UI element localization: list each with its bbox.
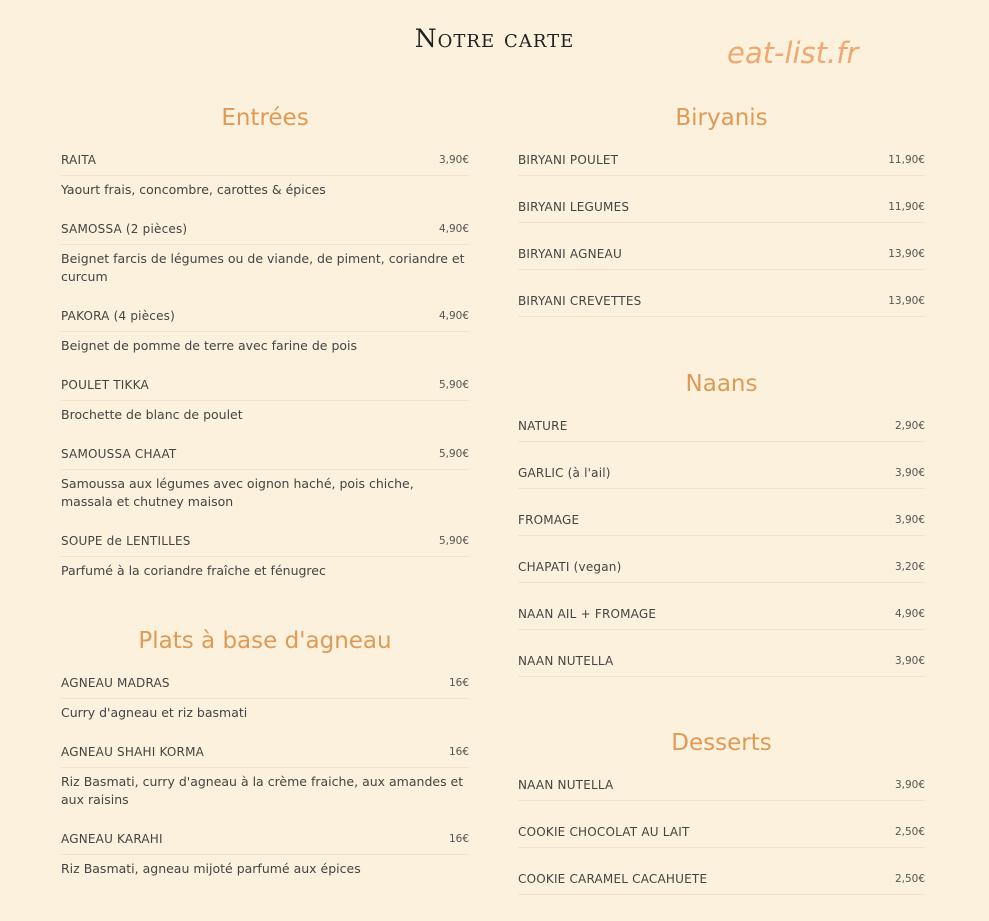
menu-item <box>518 239 925 270</box>
menu-item-price: 4,90€ <box>894 608 925 620</box>
menu-item-description: Riz Basmati, curry d'agneau à la crème fraiche, aux amandes et aux raisins <box>61 774 464 807</box>
menu-item-price: 11,90€ <box>888 154 925 166</box>
menu-item-description: Parfumé à la coriandre fraîche et fénugrec <box>61 563 326 578</box>
menu-item-description: Samoussa aux légumes avec oignon haché, pois chiche, massala et chutney maison <box>61 476 414 509</box>
menu-item-name: GARLIC (à l'ail) <box>518 466 611 480</box>
menu-item-name: AGNEAU SHAHI KORMA <box>61 745 205 759</box>
menu-item <box>518 458 925 489</box>
menu-item <box>518 145 925 176</box>
section-title-desserts: Desserts <box>671 730 772 756</box>
menu-item <box>518 864 925 895</box>
menu-item-description: Riz Basmati, agneau mijoté parfumé aux épices <box>61 861 361 876</box>
menu-item <box>518 817 925 848</box>
menu-item-price: 4,90€ <box>438 223 469 235</box>
menu-item-name: BIRYANI AGNEAU <box>518 247 622 261</box>
menu-item-price: 2,90€ <box>894 420 925 432</box>
menu-item <box>61 737 469 768</box>
menu-item-name: NATURE <box>518 419 568 433</box>
menu-item <box>518 552 925 583</box>
menu-item <box>518 599 925 630</box>
menu-item-price: 4,90€ <box>438 310 469 322</box>
menu-item <box>61 301 469 332</box>
menu-item-name: PAKORA (4 pièces) <box>61 309 175 323</box>
menu-item <box>61 439 469 470</box>
menu-item <box>61 370 469 401</box>
menu-item <box>61 214 469 245</box>
menu-item <box>61 145 469 176</box>
menu-item-name: RAITA <box>61 153 97 167</box>
section-title-agneau: Plats à base d'agneau <box>138 628 392 654</box>
menu-item-price: 3,90€ <box>894 779 925 791</box>
page-title: Notre carte <box>414 24 575 53</box>
menu-item-name: CHAPATI (vegan) <box>518 560 622 574</box>
menu-item-name: SOUPE de LENTILLES <box>61 534 191 548</box>
section-agneau <box>61 626 469 893</box>
menu-item <box>518 411 925 442</box>
menu-item-price: 13,90€ <box>888 295 925 307</box>
menu-item-price: 13,90€ <box>888 248 925 260</box>
watermark-logo: eat-list.fr <box>727 36 859 70</box>
menu-item-price: 2,50€ <box>894 826 925 838</box>
section-title-entrees: Entrées <box>221 105 309 131</box>
menu-item-description: Curry d'agneau et riz basmati <box>61 705 248 720</box>
menu-item-name: FROMAGE <box>518 513 580 527</box>
menu-item-name: NAAN AIL + FROMAGE <box>518 607 657 621</box>
menu-item-name: BIRYANI LEGUMES <box>518 200 630 214</box>
menu-item <box>518 505 925 536</box>
section-title-naans: Naans <box>685 371 758 397</box>
menu-item-price: 3,90€ <box>894 655 925 667</box>
menu-item <box>61 824 469 855</box>
menu-item-price: 2,50€ <box>894 873 925 885</box>
menu-item <box>61 526 469 557</box>
menu-item-name: POULET TIKKA <box>61 378 149 392</box>
menu-item-name: COOKIE CARAMEL CACAHUETE <box>518 872 708 886</box>
menu-item <box>518 286 925 317</box>
menu-item-name: SAMOSSA (2 pièces) <box>61 222 188 236</box>
menu-item <box>518 192 925 223</box>
menu-item-name: AGNEAU KARAHI <box>61 832 163 846</box>
menu-item <box>518 646 925 677</box>
section-entrees <box>61 103 469 595</box>
menu-item <box>518 770 925 801</box>
menu-item-name: COOKIE CHOCOLAT AU LAIT <box>518 825 690 839</box>
section-title-biryanis: Biryanis <box>675 105 768 131</box>
menu-item-price: 16€ <box>448 677 469 689</box>
menu-item-description: Yaourt frais, concombre, carottes & épices <box>61 182 326 197</box>
section-biryanis <box>518 103 925 333</box>
menu-item-price: 11,90€ <box>888 201 925 213</box>
menu-item-description: Beignet farcis de légumes ou de viande, de piment, coriandre et curcum <box>61 251 465 284</box>
menu-item-price: 5,90€ <box>438 535 469 547</box>
menu-item-price: 3,90€ <box>894 514 925 526</box>
menu-item-price: 3,90€ <box>438 154 469 166</box>
menu-item <box>61 668 469 699</box>
menu-item-description: Beignet de pomme de terre avec farine de pois <box>61 338 358 353</box>
menu-item-price: 16€ <box>448 833 469 845</box>
menu-item-name: NAAN NUTELLA <box>518 654 614 668</box>
menu-item-description: Brochette de blanc de poulet <box>61 407 243 422</box>
section-desserts <box>518 728 925 911</box>
menu-item-price: 5,90€ <box>438 448 469 460</box>
menu-item-price: 5,90€ <box>438 379 469 391</box>
section-naans <box>518 369 925 693</box>
menu-item-name: AGNEAU MADRAS <box>61 676 170 690</box>
menu-item-price: 3,20€ <box>894 561 925 573</box>
menu-item-name: NAAN NUTELLA <box>518 778 614 792</box>
menu-item-name: BIRYANI CREVETTES <box>518 294 642 308</box>
menu-item-price: 16€ <box>448 746 469 758</box>
menu-item-price: 3,90€ <box>894 467 925 479</box>
menu-item-name: BIRYANI POULET <box>518 153 619 167</box>
menu-item-name: SAMOUSSA CHAAT <box>61 447 177 461</box>
